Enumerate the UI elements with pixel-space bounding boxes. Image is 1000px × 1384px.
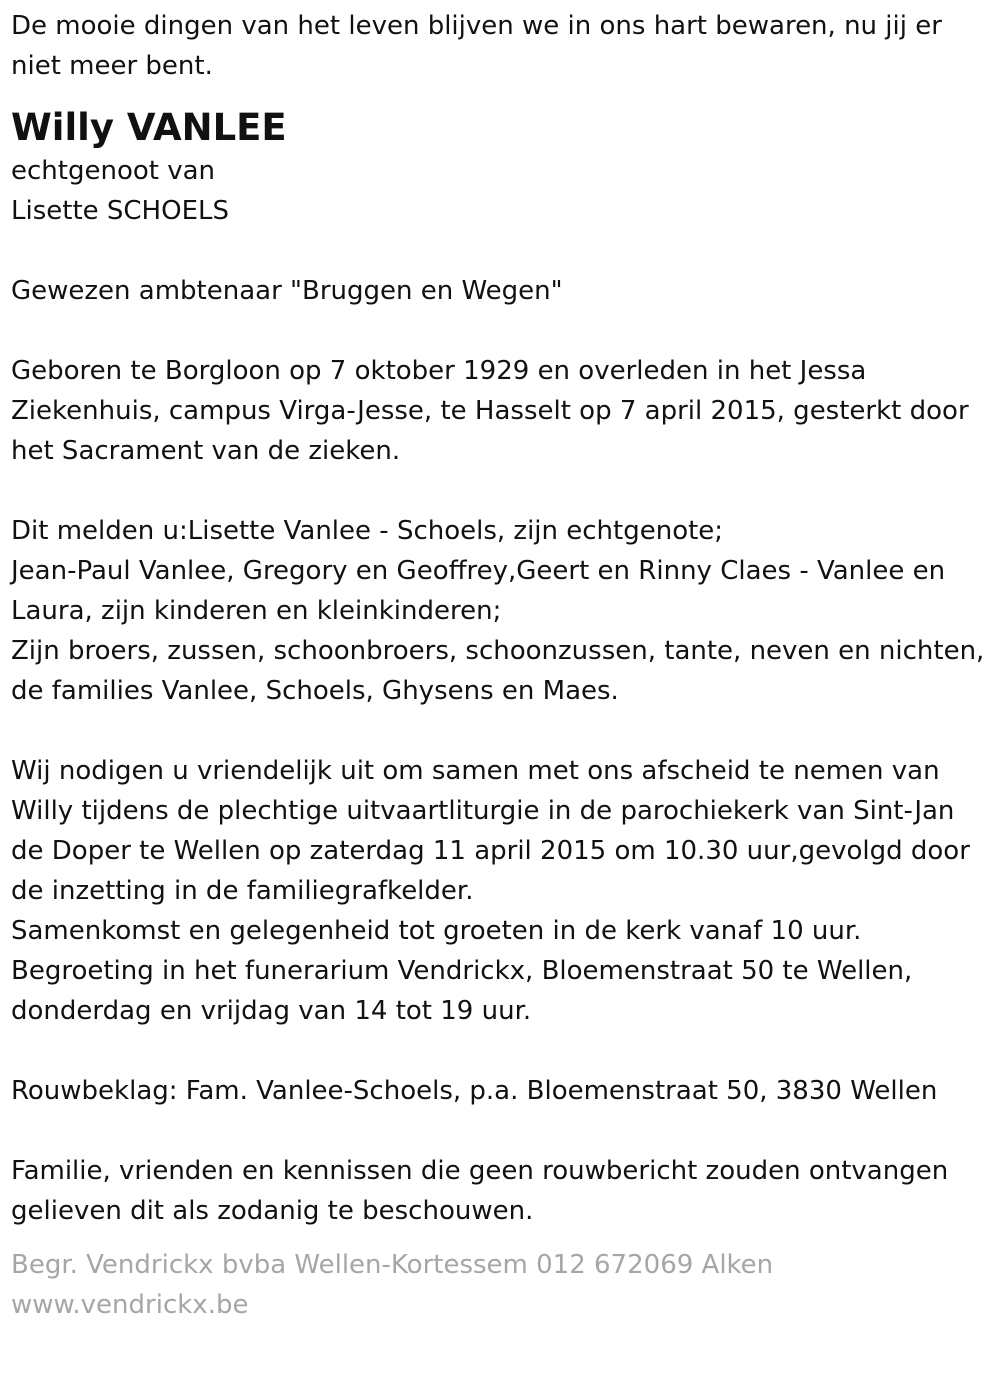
spacer [11,1111,1000,1151]
announcement-line: Laura, zijn kinderen en kleinkinderen; [11,596,502,626]
spacer [11,711,1000,751]
spouse-line: Lisette SCHOELS [11,196,229,226]
spacer [11,1031,1000,1071]
invitation-line: donderdag en vrijdag van 14 tot 19 uur. [11,996,532,1026]
deceased-name: Willy VANLEE [11,106,287,149]
announcement-line: de families Vanlee, Schoels, Ghysens en Maes. [11,676,619,706]
invitation-line: de Doper te Wellen op zaterdag 11 april 2015 om 10.30 uur,gevolgd door [11,836,970,866]
occupation: Gewezen ambtenaar "Bruggen en Wegen" [11,276,563,306]
invitation-line: Willy tijdens de plechtige uitvaartliturgie in de parochiekerk van Sint-Jan [11,796,955,826]
invitation [11,751,1000,1031]
birth-death-line: het Sacrament van de zieken. [11,436,401,466]
spouse-info [11,151,1000,231]
spacer [11,231,1000,271]
spouse-line: echtgenoot van [11,156,216,186]
intro-text [11,6,1000,86]
announcement-line: Jean-Paul Vanlee, Gregory en Geoffrey,Geert en Rinny Claes - Vanlee en [11,556,946,586]
intro-line: De mooie dingen van het leven blijven we in ons hart bewaren, nu jij er [11,11,942,41]
funeral-home-contact: Begr. Vendrickx bvba Wellen-Kortessem 012 672069 Alken [11,1250,774,1280]
intro-line: niet meer bent. [11,51,213,81]
invitation-line: de inzetting in de familiegrafkelder. [11,876,474,906]
invitation-line: Wij nodigen u vriendelijk uit om samen met ons afscheid te nemen van [11,756,940,786]
funeral-home-website: www.vendrickx.be [11,1290,249,1320]
announcement [11,511,1000,711]
invitation-line: Samenkomst en gelegenheid tot groeten in de kerk vanaf 10 uur. [11,916,862,946]
announcement-line: Zijn broers, zussen, schoonbroers, schoonzussen, tante, neven en nichten, [11,636,985,666]
closing-line: Familie, vrienden en kennissen die geen rouwbericht zouden ontvangen [11,1156,949,1186]
closing-line: gelieven dit als zodanig te beschouwen. [11,1196,534,1226]
birth-death-line: Geboren te Borgloon op 7 oktober 1929 en overleden in het Jessa [11,356,867,386]
announcement-line: Dit melden u:Lisette Vanlee - Schoels, zijn echtgenote; [11,516,724,546]
spacer [11,311,1000,351]
condolence-address: Rouwbeklag: Fam. Vanlee-Schoels, p.a. Bloemenstraat 50, 3830 Wellen [11,1076,938,1106]
invitation-line: Begroeting in het funerarium Vendrickx, Bloemenstraat 50 te Wellen, [11,956,913,986]
funeral-home-footer [11,1245,1000,1325]
spacer [11,471,1000,511]
closing-note [11,1151,1000,1231]
birth-death-line: Ziekenhuis, campus Virga-Jesse, te Hasselt op 7 april 2015, gesterkt door [11,396,969,426]
birth-death-info [11,351,1000,471]
